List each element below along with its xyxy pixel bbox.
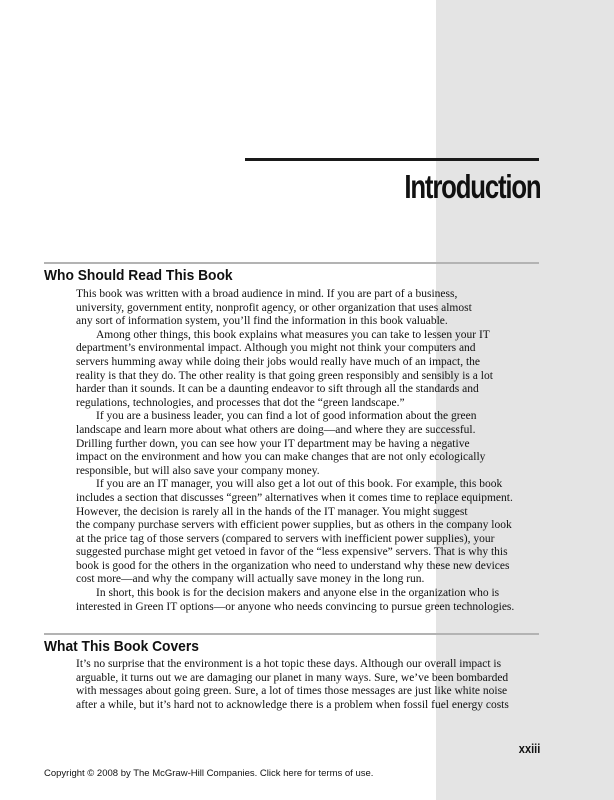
body-line: However, the decision is rarely all in the hands of the IT manager. You might suggest: [76, 505, 468, 518]
body-line: regulations, technologies, and processes that dot the “green landscape.”: [76, 396, 405, 409]
body-line: reality is that they do. The other reality is that going green responsibly and sensibly is a lot: [76, 369, 493, 382]
section-heading-who-should-read: Who Should Read This Book: [44, 267, 233, 284]
body-line: servers humming away while doing their jobs would really have much of an impact, the: [76, 355, 480, 368]
body-line: This book was written with a broad audience in mind. If you are part of a business,: [76, 288, 458, 300]
copyright-link[interactable]: Copyright © 2008 by The McGraw-Hill Companies. Click here for terms of use.: [44, 768, 374, 779]
body-line: interested in Green IT options—or anyone who needs convincing to pursue green technologies.: [76, 600, 515, 613]
section-heading-what-this-book-covers: What This Book Covers: [44, 638, 199, 655]
page-number: xxiii: [518, 741, 540, 756]
body-line: with messages about going green. Sure, a lot of times those messages are just like white noise: [76, 685, 508, 698]
body-line: book is good for the others in the organization who need to understand why these new devices: [76, 559, 510, 572]
chapter-title: Introduction: [403, 168, 540, 205]
body-line: In short, this book is for the decision makers and anyone else in the organization who is: [96, 587, 500, 600]
body-line: Among other things, this book explains what measures you can take to lessen your IT: [96, 328, 490, 341]
section-divider: [44, 633, 539, 635]
body-line: If you are a business leader, you can find a lot of good information about the green: [96, 410, 477, 423]
body-line: cost more—and why the company will actually save money in the long run.: [76, 573, 425, 586]
body-line: impact on the environment and how you can make changes that are not only ecologically: [76, 451, 486, 464]
body-line: Drilling further down, you can see how your IT department may be having a negative: [76, 437, 470, 450]
section-body-who-should-read: [76, 288, 546, 614]
body-line: It’s no surprise that the environment is a hot topic these days. Although our overall impact is: [76, 658, 502, 670]
body-line: landscape and learn more about what others are doing—and where they are successful.: [76, 423, 476, 436]
body-line: responsible, but will also save your company money.: [76, 464, 320, 477]
body-line: at the price tag of those servers (compared to servers with inefficient power supplies), your: [76, 532, 495, 545]
section-body-what-this-book-covers: [76, 658, 546, 712]
body-line: department’s environmental impact. Although you might not think your computers and: [76, 342, 476, 355]
section-divider: [44, 262, 539, 264]
body-line: after a while, but it’s hard not to acknowledge there is a problem when fossil fuel energy costs: [76, 698, 509, 711]
body-line: includes a section that discusses “green” alternatives when it comes time to replace equipment.: [76, 491, 513, 504]
body-line: the company purchase servers with efficient power supplies, but as others in the company look: [76, 519, 512, 532]
body-line: If you are an IT manager, you will also get a lot out of this book. For example, this book: [96, 478, 503, 491]
body-line: suggested purchase might get vetoed in favor of the “less expensive” servers. That is why this: [76, 546, 508, 559]
body-line: harder than it sounds. It can be a daunting endeavor to sift through all the standards and: [76, 383, 479, 396]
body-line: any sort of information system, you’ll find the information in this book valuable.: [76, 315, 448, 328]
body-line: university, government entity, nonprofit agency, or other organization that uses almost: [76, 301, 472, 314]
body-line: arguable, it turns out we are damaging our planet in many ways. Sure, we’ve been bombarded: [76, 671, 509, 684]
chapter-title-rule: [245, 158, 539, 161]
